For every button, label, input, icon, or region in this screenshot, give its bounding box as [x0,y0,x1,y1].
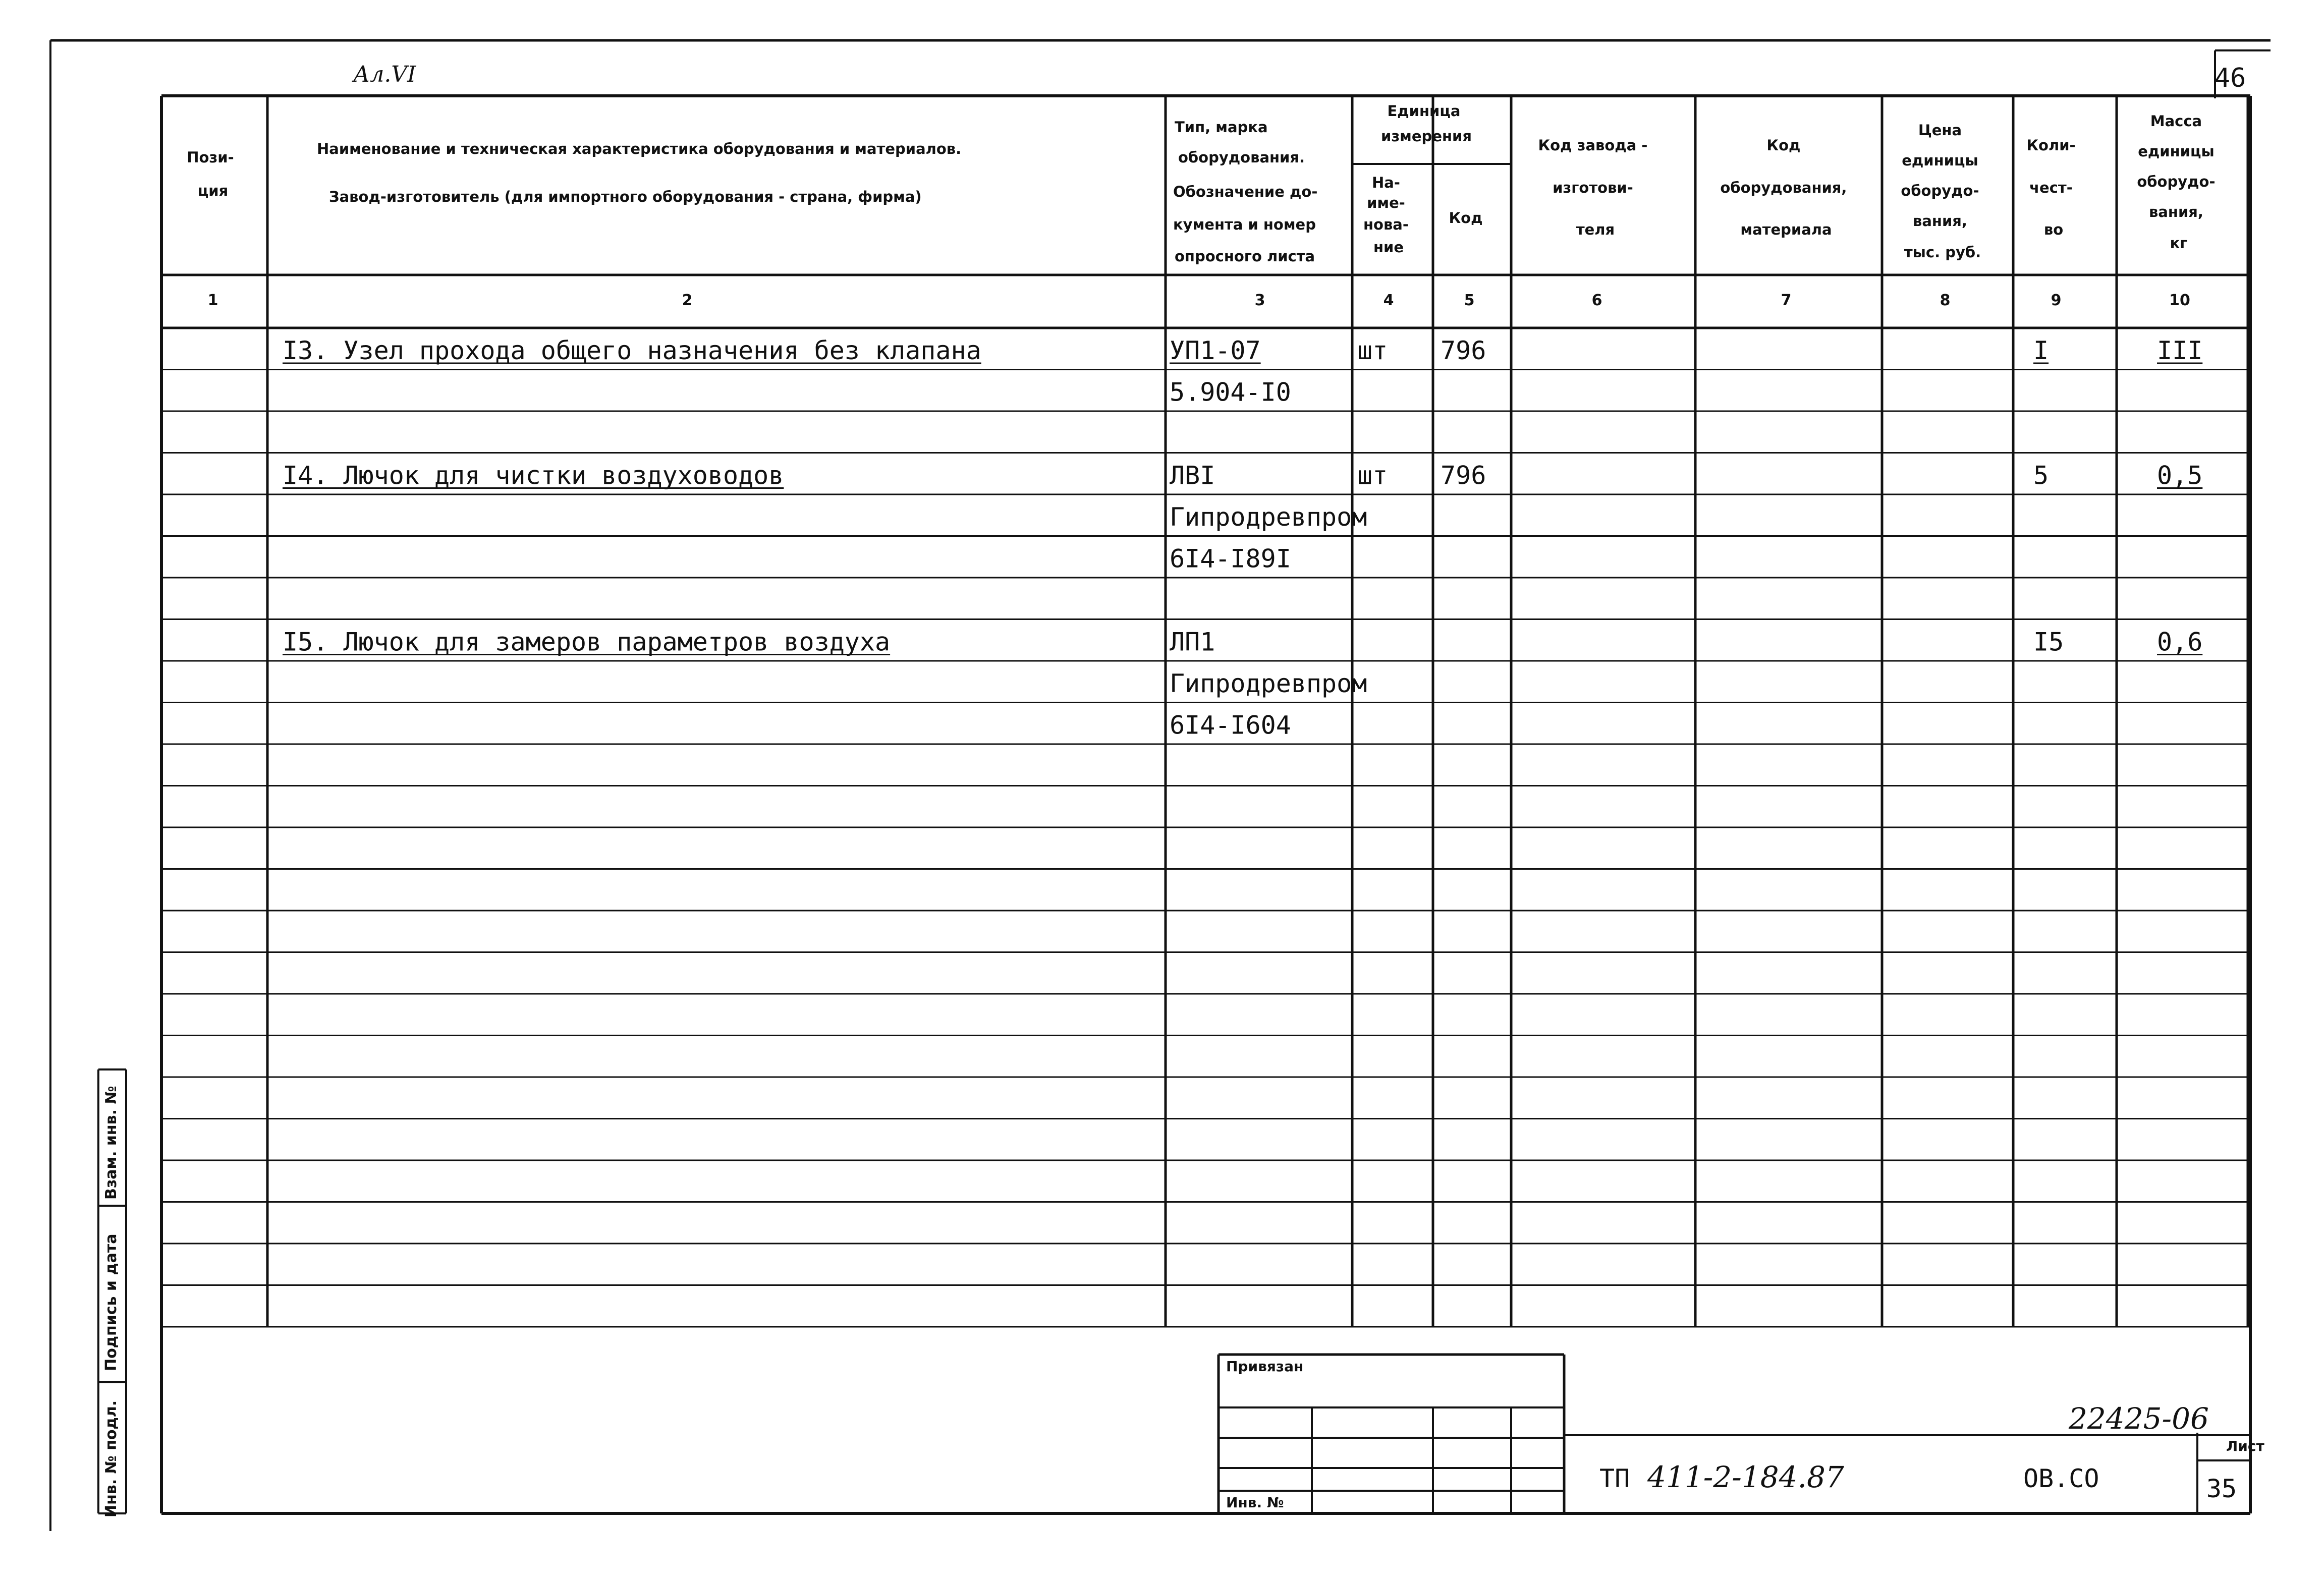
cell-type: 5.904-I0 [1170,377,1291,407]
cell-type: УП1-07 [1170,336,1261,365]
header-unit-price: Цена единицы оборудо- вания, тыс. руб. [1901,122,1981,261]
cell-mass: 0,6 [2157,627,2203,657]
handwritten-album-mark: Ал.VI [353,62,416,87]
side-stamp-replacement-inv: Взам. инв. № [102,1086,120,1200]
header-plant-code: Код завода - изготови- теля [1538,137,1648,238]
document-code: 411-2-184.87 [1647,1460,1844,1494]
document-suffix: ОВ.СО [2023,1464,2099,1493]
table-grid [50,40,2271,1531]
cell-type: ЛВI [1170,461,1215,490]
cell-unit: шт [1357,461,1388,490]
column-number: 6 [1591,292,1602,309]
page-number: 46 [2214,63,2246,93]
cell-name: I3. Узел прохода общего назначения без клапана [283,336,981,365]
side-stamp-signature-date: Подпись и дата [102,1233,120,1371]
cell-qty: I5 [2033,627,2064,657]
header-unit-mass: Масса единицы оборудо- вания, кг [2137,112,2216,252]
cell-qty: 5 [2033,461,2049,490]
header-unit-code: Код [1449,209,1483,227]
header-quantity: Коли- чест- во [2026,137,2076,238]
cell-type: ЛП1 [1170,627,1215,657]
table-header [187,102,2220,265]
cell-type: Гипродревпром [1170,669,1367,698]
column-number: 10 [2169,292,2190,309]
document-prefix: ТП [1599,1464,1630,1493]
header-position: Пози- ция [187,149,234,199]
cell-mass: III [2157,336,2203,365]
side-stamp-original-inv: Инв. № подл. [102,1400,120,1517]
column-number: 2 [682,292,693,309]
cell-name: I4. Лючок для чистки воздуховодов [283,461,784,490]
cell-unit: шт [1357,336,1388,365]
column-number: 8 [1940,292,1951,309]
cell-type: 6I4-I604 [1170,710,1291,740]
cell-type: 6I4-I89I [1170,544,1291,574]
header-type: Тип, марка оборудования. Обозначение до- кумента и номер опросного листа [1173,119,1318,265]
sheet-number: 35 [2206,1474,2237,1503]
cell-mass: 0,5 [2157,461,2203,490]
column-number: 1 [207,292,218,309]
header-name: Наименование и техническая характеристика оборудования и материалов. Завод-изготовитель (для импортного оборудования - страна, фирма) [317,140,962,205]
header-unit-group: Единица измерения [1381,102,1472,145]
column-number: 7 [1781,292,1792,309]
sheet-label: Лист [2226,1438,2264,1454]
cell-type: Гипродревпром [1170,502,1367,532]
header-equipment-code: Код оборудования, материала [1720,137,1847,238]
header-unit-name: На- име- нова- ние [1363,174,1409,256]
cell-qty: I [2033,336,2049,365]
archive-number: 22425-06 [2069,1401,2209,1436]
column-number-row [208,292,2190,309]
privyazan-label: Привязан [1226,1358,1304,1375]
table-body [283,336,2202,740]
cell-name: I5. Лючок для замеров параметров воздуха [283,627,891,657]
inventory-number-label: Инв. № [1226,1494,1284,1511]
cell-code: 796 [1441,336,1486,365]
column-number: 5 [1464,292,1475,309]
column-number: 4 [1383,292,1394,309]
column-number: 3 [1254,292,1265,309]
side-stamp [102,1086,120,1517]
cell-code: 796 [1441,461,1486,490]
column-number: 9 [2051,292,2062,309]
